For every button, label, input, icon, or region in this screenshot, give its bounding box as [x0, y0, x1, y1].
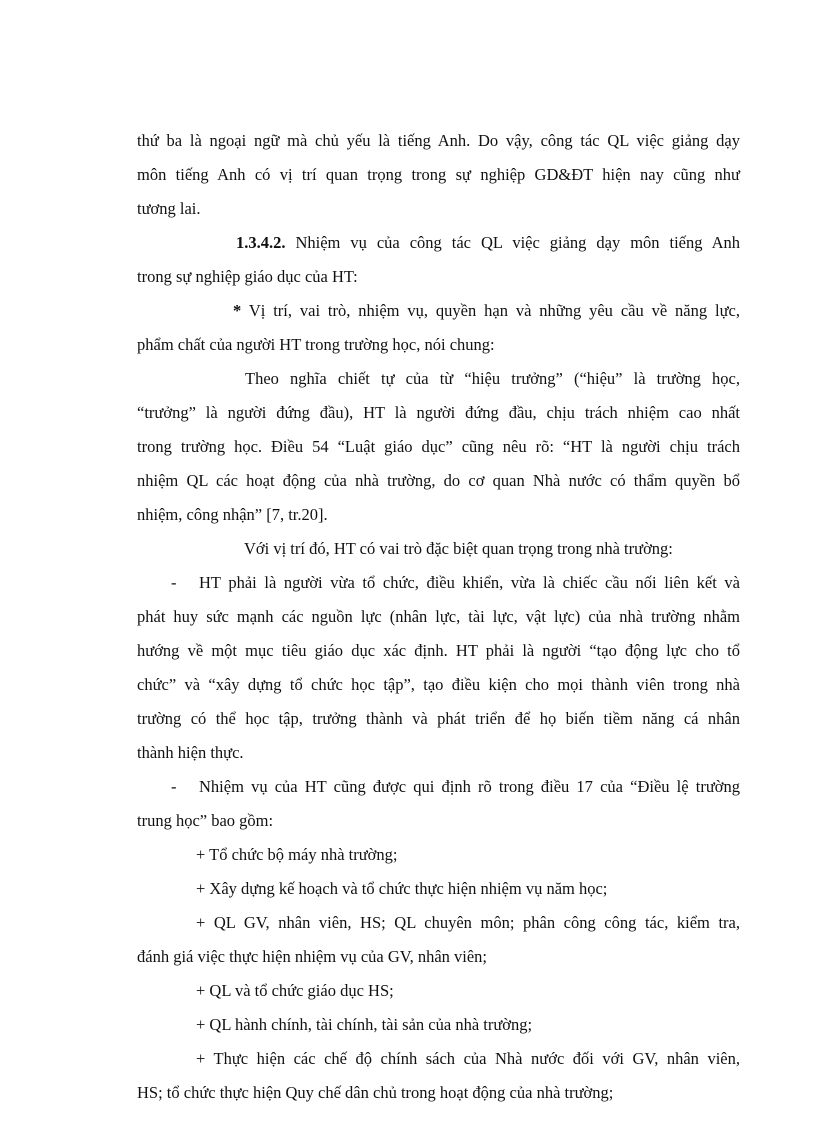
plus-item: + QL GV, nhân viên, HS; QL chuyên môn; phân công công tác, kiểm tra, — [196, 913, 740, 932]
paragraph-line: trong trường học. Điều 54 “Luật giáo dục” cũng nêu rõ: “HT là người chịu trách — [137, 437, 740, 456]
paragraph-line: “trưởng” là người đứng đầu), HT là người đứng đầu, chịu trách nhiệm cao nhất — [137, 403, 740, 422]
plus-item: + QL hành chính, tài chính, tài sản của nhà trường; — [196, 1015, 533, 1034]
dash-bullet: - — [171, 573, 177, 592]
dash-item-continued: hướng về một mục tiêu giáo dục xác định. HT phải là người “tạo động lực cho tổ — [137, 641, 740, 660]
paragraph-line: Với vị trí đó, HT có vai trò đặc biệt quan trọng trong nhà trường: — [244, 539, 673, 558]
dash-item-continued: trung học” bao gồm: — [137, 811, 274, 830]
section-title-continued: trong sự nghiệp giáo dục của HT: — [137, 267, 358, 286]
dash-item-continued: phát huy sức mạnh các nguồn lực (nhân lực, tài lực, vật lực) của nhà trường nhằm — [137, 607, 740, 626]
dash-item-continued: chức” và “xây dựng tổ chức học tập”, tạo điều kiện cho mọi thành viên trong nhà — [137, 675, 740, 694]
paragraph-line: nhiệm, công nhận” [7, tr.20]. — [137, 505, 328, 524]
dash-item — [137, 566, 740, 600]
plus-item-continued: HS; tổ chức thực hiện Quy chế dân chủ trong hoạt động của nhà trường; — [137, 1083, 614, 1102]
dash-item-continued: trường có thể học tập, trưởng thành và phát triển để họ biến tiềm năng cá nhân — [137, 709, 740, 728]
section-number: 1.3.4.2. — [236, 233, 286, 252]
star-item-text: Vị trí, vai trò, nhiệm vụ, quyền hạn và những yêu cầu về năng lực, — [241, 301, 740, 320]
dash-item-text: Nhiệm vụ của HT cũng được qui định rõ trong điều 17 của “Điều lệ trường — [199, 777, 740, 796]
plus-item: + Xây dựng kế hoạch và tổ chức thực hiện nhiệm vụ năm học; — [196, 879, 608, 898]
paragraph-line: thứ ba là ngoại ngữ mà chủ yếu là tiếng Anh. Do vậy, công tác QL việc giảng dạy — [137, 131, 740, 150]
dash-item — [137, 770, 740, 804]
paragraph-line: môn tiếng Anh có vị trí quan trọng trong sự nghiệp GD&ĐT hiện nay cũng như — [137, 165, 740, 184]
star-item-continued: phẩm chất của người HT trong trường học, nói chung: — [137, 335, 495, 354]
plus-item: + QL và tổ chức giáo dục HS; — [196, 981, 394, 1000]
star-bullet: * — [233, 301, 242, 320]
section-heading — [137, 226, 740, 260]
paragraph-line: nhiệm QL các hoạt động của nhà trường, do cơ quan Nhà nước có thẩm quyền bổ — [137, 471, 740, 490]
plus-item-continued: đánh giá việc thực hiện nhiệm vụ của GV, nhân viên; — [137, 947, 488, 966]
paragraph-line: tương lai. — [137, 199, 201, 218]
paragraph-line: Theo nghĩa chiết tự của từ “hiệu trưởng” (“hiệu” là trường học, — [245, 369, 740, 388]
star-item — [137, 294, 740, 328]
dash-item-continued: thành hiện thực. — [137, 743, 244, 762]
plus-item: + Tổ chức bộ máy nhà trường; — [196, 845, 398, 864]
section-title: Nhiệm vụ của công tác QL việc giảng dạy môn tiếng Anh — [285, 233, 740, 252]
body-text — [137, 124, 740, 1110]
plus-item: + Thực hiện các chế độ chính sách của Nhà nước đối với GV, nhân viên, — [196, 1049, 740, 1068]
dash-bullet: - — [171, 777, 177, 796]
dash-item-text: HT phải là người vừa tổ chức, điều khiển, vừa là chiếc cầu nối liên kết và — [199, 573, 740, 592]
